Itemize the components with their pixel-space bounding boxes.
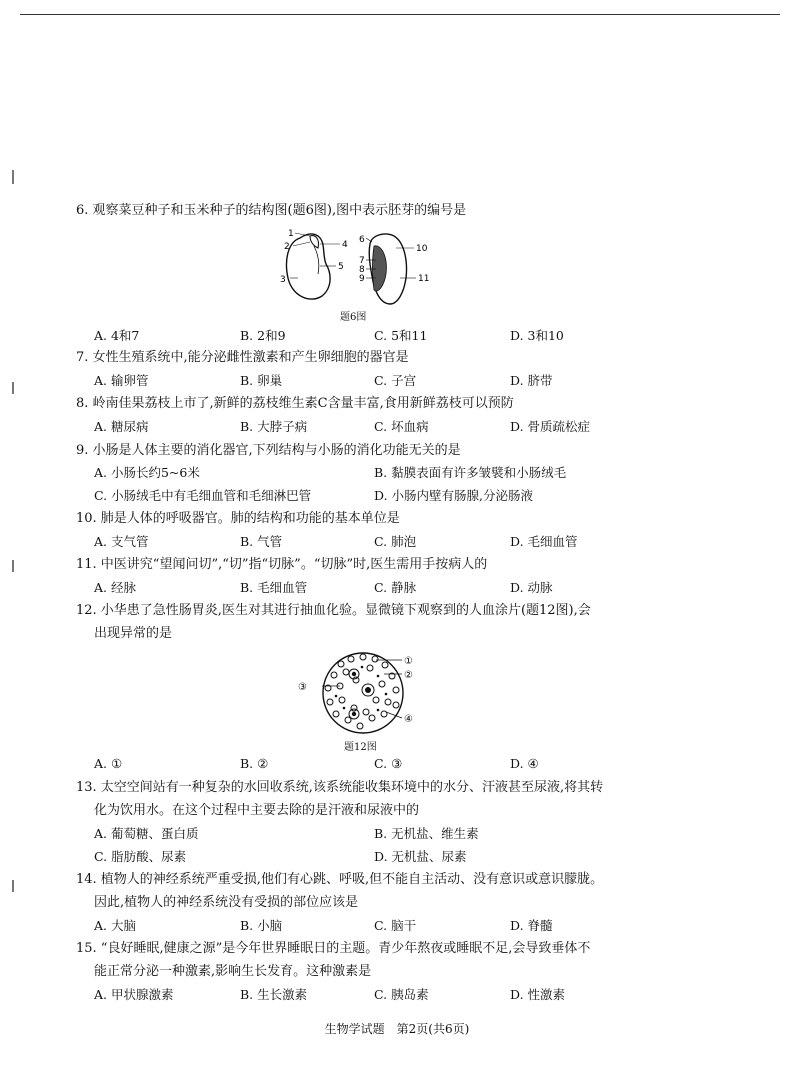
q7-option-a[interactable]: A. 输卵管 [94,373,149,388]
q12-option-d[interactable]: D. ④ [510,756,539,771]
corn-embryo [373,246,387,291]
question-11-stem: 11. 中医讲究“望闻问切”,“切”指“切脉”。“切脉”时,医生需用手按病人的 [76,557,488,572]
q9-option-a[interactable]: A. 小肠长约5~6米 [94,465,200,480]
q10-option-c[interactable]: C. 肺泡 [374,534,417,549]
q12-option-b[interactable]: B. ② [240,756,269,771]
question-14-stem-line-1: 14. 植物人的神经系统严重受损,他们有心跳、呼吸,但不能自主活动、没有意识或意识朦胧。 [76,872,604,887]
question-9-stem: 9. 小肠是人体主要的消化器官,下列结构与小肠的消化功能无关的是 [76,443,461,458]
q9-option-d[interactable]: D. 小肠内壁有肠腺,分泌肠液 [374,488,533,503]
q14-option-d[interactable]: D. 脊髓 [510,918,553,933]
q13-option-a[interactable]: A. 葡萄糖、蛋白质 [94,826,199,841]
q7-option-b[interactable]: B. 卵巢 [240,373,283,388]
q8-option-b[interactable]: B. 大脖子病 [240,419,308,434]
q15-option-c[interactable]: C. 胰岛素 [374,987,429,1002]
bean-label: 3 [280,275,286,285]
q13-option-d[interactable]: D. 无机盐、尿素 [374,849,467,864]
q14-option-c[interactable]: C. 脑干 [374,918,417,933]
question-6-stem: 6. 观察菜豆种子和玉米种子的结构图(题6图),图中表示胚芽的编号是 [76,203,467,218]
q11-option-c[interactable]: C. 静脉 [374,580,417,595]
q10-option-d[interactable]: D. 毛细血管 [510,534,578,549]
q9-option-c[interactable]: C. 小肠绒毛中有毛细血管和毛细淋巴管 [94,488,312,503]
corn-label: 9 [359,274,365,284]
q15-option-a[interactable]: A. 甲状腺激素 [94,987,174,1002]
q8-option-d[interactable]: D. 骨质疏松症 [510,419,591,434]
blood-label: ① [404,656,413,667]
q6-option-d[interactable]: D. 3和10 [510,328,564,343]
question-7-stem: 7. 女性生殖系统中,能分泌雌性激素和产生卵细胞的器官是 [76,350,409,365]
q6-option-c[interactable]: C. 5和11 [374,328,428,343]
figure-12-caption: 题12图 [344,742,377,753]
q8-option-c[interactable]: C. 坏血病 [374,419,429,434]
blood-label: ④ [404,714,413,725]
q10-option-a[interactable]: A. 支气管 [94,534,149,549]
scan-mark [12,170,14,184]
q14-option-b[interactable]: B. 小脑 [240,918,283,933]
figure-6-caption: 题6图 [340,312,367,323]
blood-smear-figure [296,650,430,736]
q11-option-d[interactable]: D. 动脉 [510,580,553,595]
bean-label: 1 [288,229,294,239]
scan-mark [12,382,14,394]
question-12-stem-line-2: 出现异常的是 [94,626,173,641]
q6-option-b[interactable]: B. 2和9 [240,328,286,343]
corn-label: 11 [418,274,430,284]
bean-seed-outline [287,234,331,299]
question-15-stem-line-2: 能正常分泌一种激素,影响生长发育。这种激素是 [94,964,372,979]
blood-label: ② [404,670,413,681]
corn-label: 8 [359,265,365,275]
corn-label: 10 [416,244,428,254]
blood-label: ③ [298,682,307,693]
question-15-stem-line-1: 15. “良好睡眠,健康之源”是今年世界睡眠日的主题。青少年熬夜或睡眠不足,会导致垂体不 [76,941,591,956]
q14-option-a[interactable]: A. 大脑 [94,918,136,933]
question-12-stem-line-1: 12. 小华患了急性肠胃炎,医生对其进行抽血化验。显微镜下观察到的人血涂片(题12图),会 [76,603,591,618]
corn-label: 6 [359,235,365,245]
top-rule [20,14,780,15]
q7-option-d[interactable]: D. 脐带 [510,373,553,388]
q15-option-b[interactable]: B. 生长激素 [240,987,308,1002]
q12-option-c[interactable]: C. ③ [374,756,403,771]
q10-option-b[interactable]: B. 气管 [240,534,283,549]
q11-option-b[interactable]: B. 毛细血管 [240,580,308,595]
q6-option-a[interactable]: A. 4和7 [94,328,140,343]
question-10-stem: 10. 肺是人体的呼吸器官。肺的结构和功能的基本单位是 [76,511,400,526]
scan-mark [12,880,14,892]
q15-option-d[interactable]: D. 性激素 [510,987,566,1002]
scan-mark [12,560,14,572]
q7-option-c[interactable]: C. 子宫 [374,373,417,388]
q13-option-c[interactable]: C. 脂肪酸、尿素 [94,849,187,864]
bean-label: 4 [342,240,348,250]
q13-option-b[interactable]: B. 无机盐、维生素 [374,826,479,841]
q11-option-a[interactable]: A. 经脉 [94,580,136,595]
corn-label: 7 [359,256,365,266]
question-13-stem-line-2: 化为饮用水。在这个过程中主要去除的是汗液和尿液中的 [94,803,420,818]
q12-option-a[interactable]: A. ① [94,756,123,771]
question-14-stem-line-2: 因此,植物人的神经系统没有受损的部位应该是 [94,895,359,910]
question-13-stem-line-1: 13. 太空空间站有一种复杂的水回收系统,该系统能收集环境中的水分、汗液甚至尿液,将其转 [76,780,604,795]
bean-embryo-axis [314,246,319,274]
bean-label: 5 [338,262,344,272]
q8-option-a[interactable]: A. 糖尿病 [94,419,149,434]
question-8-stem: 8. 岭南佳果荔枝上市了,新鲜的荔枝维生素C含量丰富,食用新鲜荔枝可以预防 [76,396,514,411]
q9-option-b[interactable]: B. 黏膜表面有许多皱襞和小肠绒毛 [374,465,567,480]
seed-structure-figure [270,224,440,308]
bean-label: 2 [284,242,290,252]
page-footer: 生物学试题 第2页(共6页) [324,1022,470,1036]
